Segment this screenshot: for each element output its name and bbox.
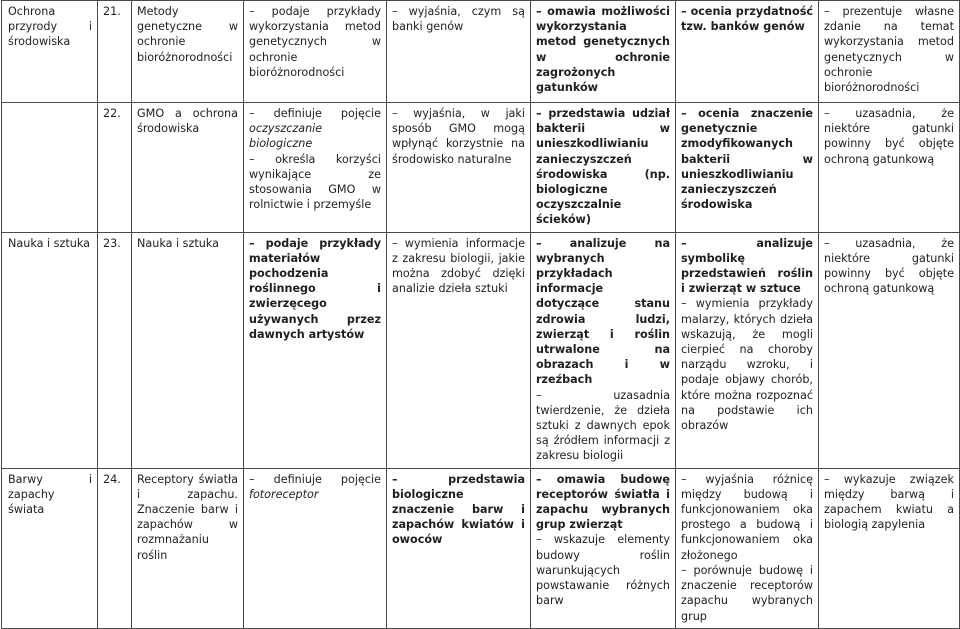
lesson-number: 23.: [98, 232, 132, 468]
requirement-item: – wymienia informacje z zakresu biologii, jakie można zdobyć dzięki analizie dzieła sztuki: [392, 236, 525, 296]
table-row: [2, 468, 960, 628]
requirement-cell: [387, 468, 531, 628]
topic-cell: Nauka i sztuka: [132, 232, 244, 468]
requirement-item: – wykazuje związek między barwą i zapachem kwiatu a biologią zapylenia: [824, 472, 954, 532]
lesson-number: 22.: [98, 103, 132, 233]
requirement-item: – wyjaśnia, czym są banki genów: [392, 5, 525, 34]
lesson-number: 24.: [98, 468, 132, 628]
requirement-cell: [244, 468, 387, 628]
lesson-number: 21.: [98, 1, 132, 103]
section-cell: Ochrona przyrody i środowiska: [2, 1, 98, 103]
requirement-cell: [387, 232, 531, 468]
requirement-cell: [819, 232, 960, 468]
requirement-cell: [819, 103, 960, 233]
term: oczyszczanie biologiczne: [249, 122, 323, 151]
requirement-item: – przedstawia udział bakterii w unieszkodliwianiu zanieczyszczeń środowiska (np. biologiczne oczyszczalnie ścieków): [536, 107, 670, 227]
requirement-item: – uzasadnia, że niektóre gatunki powinny być objęte ochroną gatunkową: [824, 107, 954, 166]
topic-cell: Metody genetyczne w ochronie bioróżnorodności: [132, 1, 244, 103]
requirement-item: – ocenia znaczenie genetycznie zmodyfikowanych bakterii w unieszkodliwianiu zanieczyszczeń środowiska: [681, 107, 813, 212]
table-row: [2, 232, 960, 468]
term: fotoreceptor: [249, 487, 319, 501]
requirement-cell: [387, 1, 531, 103]
requirement-item: – ocenia przydatność tzw. banków genów: [681, 5, 813, 34]
requirement-cell: [676, 103, 819, 233]
requirement-item: – definiuje pojęcie oczyszczanie biologiczne: [249, 107, 381, 151]
requirement-cell: [531, 103, 676, 233]
requirement-cell: [244, 1, 387, 103]
requirement-item: – wskazuje elementy budowy roślin warunkujących powstawanie różnych barw: [536, 533, 670, 608]
requirement-cell: [676, 468, 819, 628]
requirement-cell: [387, 103, 531, 233]
topic-cell: Receptory światła i zapachu. Znaczenie barw i zapachów w rozmnażaniu roślin: [132, 468, 244, 628]
requirement-cell: [531, 468, 676, 628]
requirement-cell: [676, 232, 819, 468]
requirement-item: – wymienia przykłady malarzy, których dzieła wskazują, że mogli cierpieć na choroby narządu wzroku, i podaje objawy chorób, które można rozpoznać na podstawie ich obrazów: [681, 297, 813, 433]
topic-cell: GMO a ochrona środowiska: [132, 103, 244, 233]
section-cell: [2, 103, 98, 233]
requirement-item: – prezentuje własne zdanie na temat wykorzystania metod genetycznych w ochronie bioróżnorodności: [824, 5, 954, 95]
requirement-item: – wyjaśnia, w jaki sposób GMO mogą wpłynąć korzystnie na środowisko naturalne: [392, 107, 525, 166]
requirement-cell: [531, 1, 676, 103]
requirement-cell: [819, 468, 960, 628]
requirement-cell: [531, 232, 676, 468]
section-cell: Nauka i sztuka: [2, 232, 98, 468]
requirement-item: – określa korzyści wynikające ze stosowania GMO w rolnictwie i przemyśle: [249, 152, 381, 212]
requirement-cell: [819, 1, 960, 103]
requirement-item: – uzasadnia twierdzenie, że dzieła sztuki z dawnych epok są źródłem informacji z zakresu biologii: [536, 388, 670, 463]
requirement-item: – analizuje symbolikę przedstawień roślin i zwierząt w sztuce: [681, 236, 813, 296]
table-row: [2, 103, 960, 233]
curriculum-table: [1, 0, 960, 629]
requirement-item: – porównuje budowę i znaczenie receptorów zapachu wybranych grup: [681, 563, 813, 623]
requirement-item: – podaje przykłady wykorzystania metod genetycznych w ochronie bioróżnorodności: [249, 5, 381, 79]
requirement-item: – wyjaśnia różnicę między budową i funkcjonowaniem oka prostego a budową i funkcjonowaniem oka złożonego: [681, 472, 813, 562]
requirement-item: – podaje przykłady materiałów pochodzenia roślinnego i zwierzęcego używanych przez dawnych artystów: [249, 236, 381, 341]
requirement-item: – omawia budowę receptorów światła i zapachu wybranych grup zwierząt: [536, 472, 670, 532]
section-cell: Barwy i zapachy świata: [2, 468, 98, 628]
requirement-item: – definiuje pojęcie fotoreceptor: [249, 472, 381, 501]
requirement-item: – analizuje na wybranych przykładach informacje dotyczące stanu zdrowia ludzi, zwierząt i roślin utrwalone na obrazach i w rzeźbach: [536, 236, 670, 387]
requirement-cell: [244, 232, 387, 468]
requirement-cell: [676, 1, 819, 103]
requirement-item: – omawia możliwości wykorzystania metod genetycznych w ochronie zagrożonych gatunków: [536, 5, 670, 95]
requirement-cell: [244, 103, 387, 233]
requirement-item: – uzasadnia, że niektóre gatunki powinny być objęte ochroną gatunkową: [824, 236, 954, 296]
requirement-item: – przedstawia biologiczne znaczenie barw i zapachów kwiatów i owoców: [392, 472, 525, 547]
table-row: [2, 1, 960, 103]
